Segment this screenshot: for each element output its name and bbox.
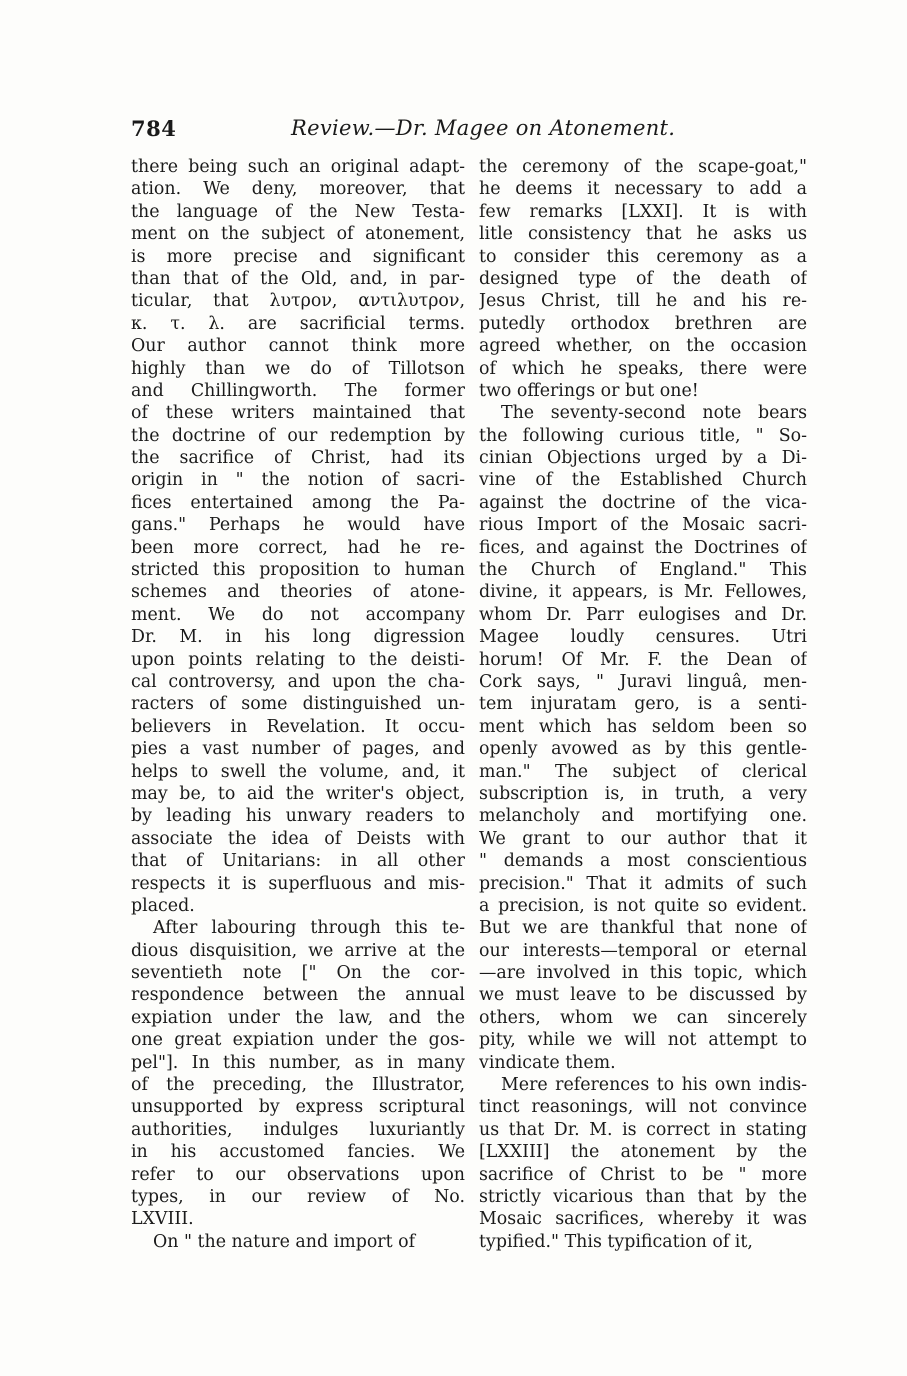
text-line: authorities, indulges luxuriantly — [131, 1119, 465, 1140]
text-line: to consider this ceremony as a — [479, 246, 807, 267]
text-line: a precision, is not quite so evident. — [479, 895, 807, 916]
text-line: But we are thankful that none of — [479, 918, 807, 939]
text-line: After labouring through this te- — [153, 918, 465, 939]
text-line: pies a vast number of pages, and — [131, 739, 465, 760]
text-line: cinian Objections urged by a Di- — [479, 448, 807, 469]
text-line: litle consistency that he asks us — [479, 224, 807, 245]
text-line: by leading his unwary readers to — [131, 806, 465, 827]
text-line: is more precise and significant — [131, 246, 465, 267]
text-line: against the doctrine of the vica- — [479, 492, 807, 513]
text-line: types, in our review of No. — [131, 1186, 465, 1207]
text-line: rious Import of the Mosaic sacri- — [479, 515, 807, 536]
text-line: subscription is, in truth, a very — [479, 783, 807, 804]
text-line: pel"]. In this number, as in many — [131, 1052, 465, 1073]
text-line: divine, it appears, is Mr. Fellowes, — [479, 582, 807, 603]
text-line: others, whom we can sincerely — [479, 1007, 807, 1028]
text-line: the sacrifice of Christ, had its — [131, 448, 465, 469]
text-line: " demands a most conscientious — [479, 851, 807, 872]
text-line: us that Dr. M. is correct in stating — [479, 1119, 807, 1140]
text-line: ticular, that λυτρον, αντιλυτρον, — [131, 291, 465, 312]
text-line: On " the nature and import of — [153, 1231, 416, 1252]
text-line: Jesus Christ, till he and his re- — [479, 291, 807, 312]
text-line: [LXXIII] the atonement by the — [479, 1142, 807, 1163]
text-line: been more correct, had he re- — [131, 537, 465, 558]
text-line: of the preceding, the Illustrator, — [131, 1075, 465, 1096]
text-line: horum! Of Mr. F. the Dean of — [479, 649, 807, 670]
text-line: may be, to aid the writer's object, — [131, 783, 465, 804]
text-line: Cork says, " Juravi linguâ, men- — [479, 671, 807, 692]
text-line: few remarks [LXXI]. It is with — [479, 201, 807, 222]
text-line: upon points relating to the deisti- — [131, 649, 465, 670]
text-line: strictly vicarious than that by the — [479, 1186, 807, 1207]
text-line: schemes and theories of atone- — [131, 582, 465, 603]
text-line: respondence between the annual — [131, 985, 465, 1006]
text-line: putedly orthodox brethren are — [479, 313, 807, 334]
text-line: whom Dr. Parr eulogises and Dr. — [479, 604, 807, 625]
text-line: that of Unitarians: in all other — [131, 851, 465, 872]
text-line: ation. We deny, moreover, that — [131, 179, 465, 200]
text-line: our interests—temporal or eternal — [479, 940, 807, 961]
text-line: typified." This typification of it, — [479, 1231, 753, 1252]
text-line: openly avowed as by this gentle- — [479, 739, 807, 760]
text-line: we must leave to be discussed by — [479, 985, 807, 1006]
text-line: believers in Revelation. It occu- — [131, 716, 465, 737]
text-line: the doctrine of our redemption by — [131, 425, 465, 446]
text-line: the Church of England." This — [479, 560, 807, 581]
text-line: one great expiation under the gos- — [131, 1030, 465, 1051]
text-line: associate the idea of Deists with — [131, 828, 465, 849]
text-line: than that of the Old, and, in par- — [131, 268, 465, 289]
text-line: respects it is superfluous and mis- — [131, 873, 465, 894]
text-line: ment. We do not accompany — [131, 604, 465, 625]
text-line: stricted this proposition to human — [131, 560, 465, 581]
text-line: designed type of the death of — [479, 268, 807, 289]
text-line: Mere references to his own indis- — [501, 1075, 807, 1096]
text-line: the ceremony of the scape-goat," — [479, 157, 807, 177]
left-text-column — [131, 156, 465, 1253]
text-line: ment which has seldom been so — [479, 716, 807, 737]
text-line: tem injuratam gero, is a senti- — [479, 694, 807, 715]
text-line: man." The subject of clerical — [479, 761, 807, 782]
text-line: sacrifice of Christ to be " more — [479, 1164, 807, 1185]
text-line: Magee loudly censures. Utri — [479, 627, 807, 648]
text-line: unsupported by express scriptural — [131, 1097, 465, 1118]
text-line: of which he speaks, there were — [479, 358, 807, 379]
text-line: and Chillingworth. The former — [131, 380, 465, 401]
text-line: highly than we do of Tillotson — [131, 358, 465, 379]
text-line: —are involved in this topic, which — [479, 963, 807, 984]
text-line: We grant to our author that it — [479, 828, 807, 849]
text-line: helps to swell the volume, and, it — [131, 761, 465, 782]
text-line: dious disquisition, we arrive at the — [131, 940, 465, 961]
text-line: κ. τ. λ. are sacrificial terms. — [131, 313, 465, 334]
text-line: seventieth note [" On the cor- — [131, 963, 465, 984]
text-line: Mosaic sacrifices, whereby it was — [479, 1209, 807, 1230]
text-line: the following curious title, " So- — [479, 425, 807, 446]
text-line: tinct reasonings, will not convince — [479, 1097, 807, 1118]
text-line: two offerings or but one! — [479, 380, 699, 401]
text-line: in his accustomed fancies. We — [131, 1142, 465, 1163]
text-line: origin in " the notion of sacri- — [131, 470, 465, 491]
text-line: placed. — [131, 895, 195, 916]
text-line: melancholy and mortifying one. — [479, 806, 807, 827]
text-line: cal controversy, and upon the cha- — [131, 671, 465, 692]
text-line: gans." Perhaps he would have — [131, 515, 465, 536]
running-head: Review.—Dr. Magee on Atonement. — [291, 116, 676, 140]
text-line: vindicate them. — [479, 1052, 616, 1073]
text-line: of these writers maintained that — [131, 403, 465, 424]
page-number: 784 — [131, 116, 177, 141]
text-line: precision." That it admits of such — [479, 873, 807, 894]
text-line: he deems it necessary to add a — [479, 179, 807, 200]
text-line: expiation under the law, and the — [131, 1007, 465, 1028]
text-line: The seventy-second note bears — [501, 403, 807, 424]
text-line: refer to our observations upon — [131, 1164, 465, 1185]
text-line: there being such an original adapt- — [131, 157, 465, 177]
text-line: agreed whether, on the occasion — [479, 336, 807, 357]
text-line: Dr. M. in his long digression — [131, 627, 465, 648]
text-line: LXVIII. — [131, 1209, 194, 1230]
text-line: fices entertained among the Pa- — [131, 492, 465, 513]
text-line: ment on the subject of atonement, — [131, 224, 465, 245]
text-line: Our author cannot think more — [131, 336, 465, 357]
text-line: fices, and against the Doctrines of — [479, 537, 807, 558]
right-text-column — [479, 156, 807, 1253]
text-line: vine of the Established Church — [479, 470, 807, 491]
text-line: the language of the New Testa- — [131, 201, 465, 222]
text-line: pity, while we will not attempt to — [479, 1030, 807, 1051]
page-header — [131, 116, 811, 148]
text-line: racters of some distinguished un- — [131, 694, 465, 715]
